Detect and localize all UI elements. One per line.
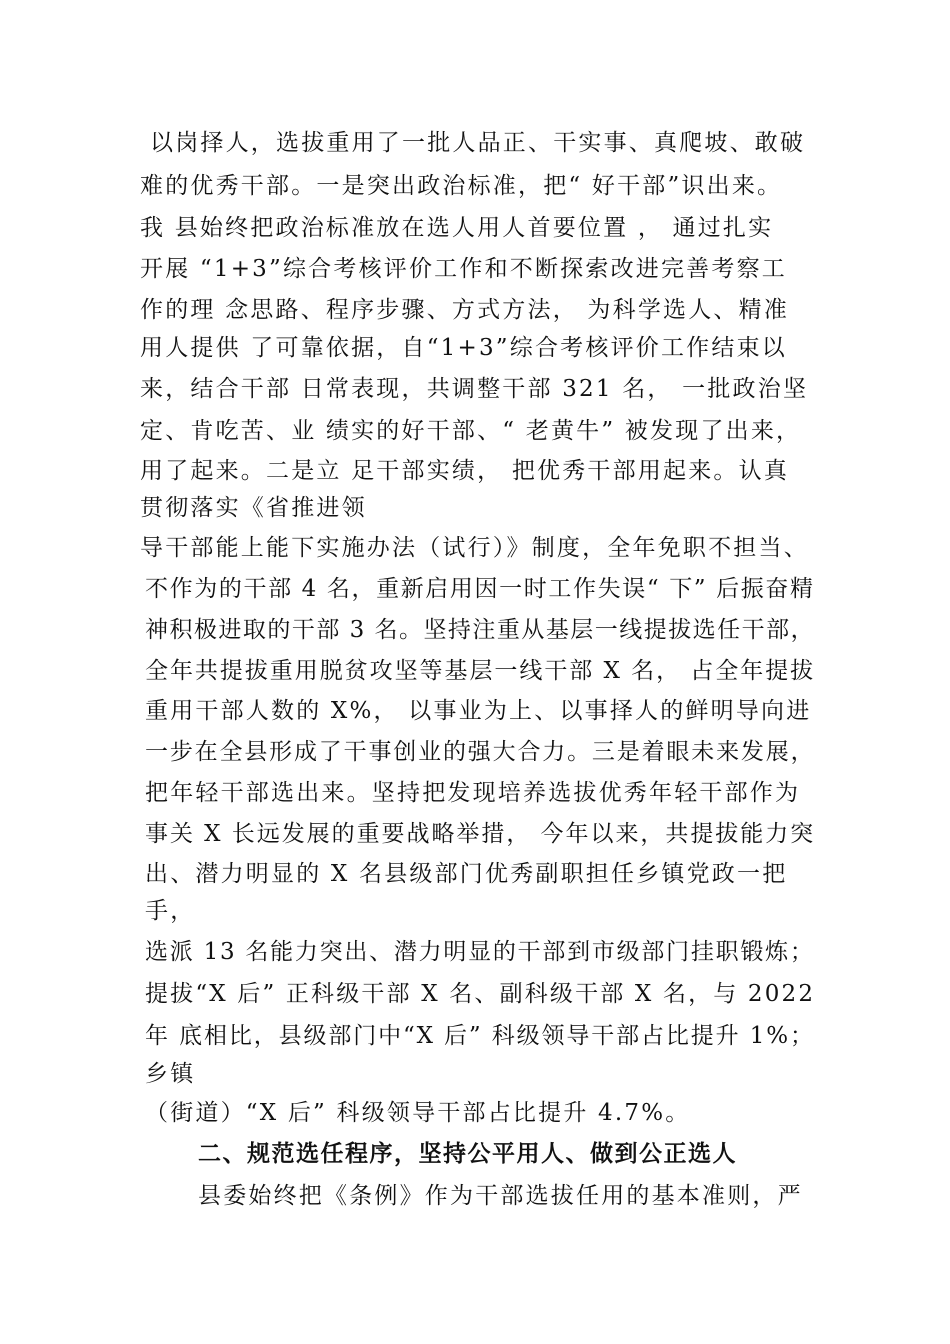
body-line-12: 不作为的干部 4 名，重新启用因一时工作失误“ 下” 后振奋精 [145,576,815,602]
body-line-8: 定、肯吃苦、业 绩实的好干部、“ 老黄牛” 被发现了出来， [140,418,802,444]
body-line-11: 导干部能上能下实施办法（试行）》制度，全年免职不担当、 [140,535,809,561]
body-line-7: 来，结合干部 日常表现，共调整干部 321 名， 一批政治坚 [140,376,809,402]
body-line-23: 年 底相比，县级部门中“X 后” 科级领导干部占比提升 1%； [145,1023,815,1049]
body-line-last: 县委始终把《条例》作为干部选拔任用的基本准则，严 [198,1183,803,1209]
body-line-13: 神积极进取的干部 3 名。坚持注重从基层一线提拔选任干部， [145,617,816,643]
body-line-9: 用了起来。二是立 足干部实绩， 把优秀干部用起来。认真 [140,458,790,484]
body-line-14: 全年共提拔重用脱贫攻坚等基层一线干部 X 名， 占全年提拔 [145,658,816,684]
body-line-17: 把年轻干部选出来。坚持把发现培养选拔优秀年轻干部作为 [145,780,801,806]
body-line-18: 事关 X 长远发展的重要战略举措， 今年以来，共提拔能力突 [145,821,816,847]
body-line-22: 提拔“X 后” 正科级干部 X 名、副科级干部 X 名，与 2022 [145,981,816,1007]
body-line-21: 选派 13 名能力突出、潜力明显的干部到市级部门挂职锻炼； [145,939,815,965]
body-line-6: 用人提供 了可靠依据，自“1+3”综合考核评价工作结束以 [140,335,787,361]
body-line-24: 乡镇 [145,1061,196,1087]
body-line-4: 开展 “1+3”综合考核评价工作和不断探索改进完善考察工 [140,256,787,282]
body-line-19: 出、潜力明显的 X 名县级部门优秀副职担任乡镇党政一把 [145,861,788,887]
body-line-10: 贯彻落实《省推进领 [140,495,367,521]
body-line-20: 手， [145,898,196,924]
body-line-2: 难的优秀干部。一是突出政治标准，把“ 好干部”识出来。 [140,173,783,199]
body-line-1: 以岗择人，选拔重用了一批人品正、干实事、真爬坡、敢破 [150,130,806,156]
section-heading: 二、规范选任程序，坚持公平用人、做到公正选人 [198,1141,737,1167]
body-line-16: 一步在全县形成了干事创业的强大合力。三是着眼未来发展， [145,739,816,765]
body-line-5: 作的理 念思路、程序步骤、方式方法， 为科学选人、精准 [140,297,790,323]
body-line-3: 我 县始终把政治标准放在选人用人首要位置 ， 通过扎实 [140,215,774,241]
body-line-15: 重用干部人数的 X%， 以事业为上、以事择人的鲜明导向进 [145,698,812,724]
body-line-25: （街道）“X 后” 科级领导干部占比提升 4.7%。 [145,1100,691,1126]
